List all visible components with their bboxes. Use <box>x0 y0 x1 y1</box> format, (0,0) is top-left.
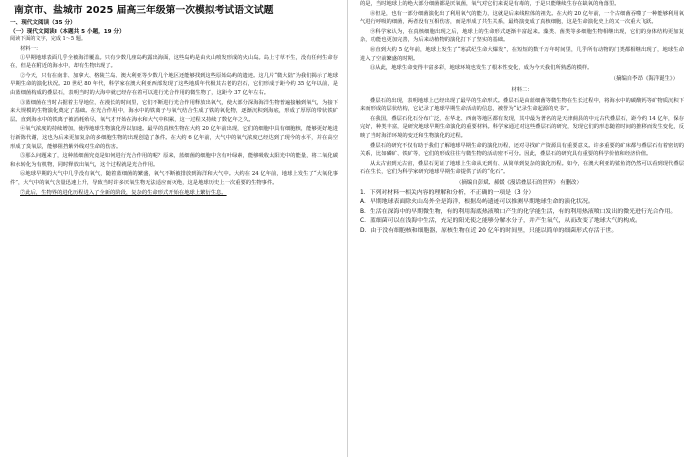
paragraph: ⑨科学家认为，在真核细胞出现之后，地球上的生命形式逐渐丰富起来。藻类、菌类等多细胞生物相继出现，它们的身体结构更加复杂，功能也更加完善，为后来动植物的演化打下了坚实的基础。 <box>360 28 684 44</box>
paragraph-continued: 的是，当时地球上的绝大部分细菌都是厌氧菌，氧气对它们来说是有毒的，于是只能继续生存在缺氧的角落里。 <box>360 1 620 7</box>
section-heading: 一、现代文阅读（35 分） <box>10 20 76 26</box>
paragraph: ①早期地球表面几乎全被海洋覆盖。只有少数几座岛屿露出海面，这些岛屿是由火山喷发形成的火山岛。岛上寸草不生，没有任何生命存在，但是在附近的海水中，却有生物出现了。 <box>10 54 338 70</box>
source-citation: （摘编自李昂《海洋诞生》） <box>610 75 678 82</box>
exam-title: 南京市、盐城市 2025 届高三年级第一次模拟考试语文试题 <box>14 5 274 16</box>
source-citation: （摘编自彭斌、郝媛《漫话叠层石的世界》 有删改） <box>456 179 582 186</box>
answer-option-d: D．由于没有细胞核和细胞器，原核生物在近 20 亿年的时间里，只能以简单的细菌形式存活于世。 <box>360 228 618 235</box>
right-column <box>350 0 692 457</box>
paragraph: ③蓝细菌在当时占据着主导地位，在漫长的时间里，它们不断进行光合作用释放出氧气，使大部分深海海洋生物普遍接触到氧气，为接下来大规模的生物演化奠定了基础。在光合作用中，海水中的铁离子与氧气结合生成了铁的氧化物，逐渐沉积到海底，形成了厚厚的带状铁矿层。直到海水中的铁离子被消耗殆尽，氧气才开始在海水和大气中积累，这一过程又持续了数亿年之久。 <box>10 99 338 123</box>
answer-option-c: C．蓝细菌可以在浅海中生活，充足的阳光使之能够分解水分子，并产生氧气，从而改变了地球大气的构成。 <box>360 218 641 225</box>
material-two-label: 材料二： <box>511 86 533 93</box>
paragraph: 在我国，叠层石化石分布广泛，在华北、西南等地区都有发现，其中最为著名的是天津蓟县的中元古代叠层石，距今约 14 亿年，保存完好，种类丰富，是研究地球早期生命演化的重要材料。科学家通过对这些叠层石的研究，发现它们的形态随着时间的推移而发生变化，反映了当时海洋环境的变迁和生物演化的过程。 <box>360 115 684 139</box>
answer-option-b: B．生活在深海中的早期微生物，有的利用海底热液喷口产生的化学能生活，有的利用热液喷口发出的微光进行光合作用。 <box>360 208 677 215</box>
material-one-label: 材料一： <box>20 45 42 52</box>
answer-option-a: A．早期地球表面除火山岛外全是海洋，根据岛屿遗迹可以推测早期地球生命的演化状况。 <box>360 199 594 206</box>
reading-instruction: 阅读下面的文字，完成 1～5 题。 <box>10 36 86 42</box>
paragraph: ④氧气浓度的持续增加，使得地球生物演化得以加速。最早的真核生物在大约 20 亿年前出现，它们的细胞中具有细胞核，能够更好地进行新陈代谢，这也为后来更加复杂的多细胞生物的出现创造了条件。在大约 6 亿年前，大气中的氧气浓度已经达到了现今的水平，并在高空形成了臭氧层，能够阻挡紫外线对生命的伤害。 <box>10 126 338 150</box>
paragraph: 叠层石的出现，表明地球上已经出现了最早的生命形式。叠层石是由蓝细菌等微生物在生长过程中，将海水中的碳酸钙等矿物质沉积下来而形成的层状结构，它记录了地球早期生命活动的信息，被誉为“记录生命起源的史书”。 <box>360 97 684 113</box>
column-divider <box>347 0 348 457</box>
paragraph: ⑤那么问题来了，这种蓝细菌究竟是如何进行光合作用的呢？原来，蓝细菌的细胞中含有叶绿素，能够吸收太阳光中的能量，将二氧化碳和水转化为有机物，同时释放出氧气，这个过程就是光合作用。 <box>10 153 338 168</box>
paragraph: ⑪从此，地球生命变得丰富多彩，地球环境也发生了根本性变化，成为今天我们所熟悉的模样。 <box>370 65 593 72</box>
paragraph: 叠层石的研究不仅有助于我们了解地球早期生命的演化历程，还对寻找矿产资源具有重要意义。许多重要的矿床都与叠层石有着密切的关系，比如磷矿、铁矿等，它们的形成往往与微生物的活动密不可分。因此，叠层石的研究具有重要的科学价值和经济价值。 <box>360 142 684 158</box>
paragraph: ⑩直到大约 5 亿年前，地球上发生了“寒武纪生命大爆发”，在短短的数千万年时间里，几乎所有动物的门类都相继出现了，地球生命进入了空前繁盛的时期。 <box>360 46 684 62</box>
paragraph: ⑦此后，生物界的进化历程进入了全新的阶段，复杂的生命形式开始在地球上繁衍生息。 <box>20 189 227 196</box>
paragraph: 从太古宙到元古宙，叠层石见证了地球上生命从无到有、从简单到复杂的演化历程。如今，在澳大利亚的鲨鱼湾仍然可以看到现代叠层石在生长，它们为科学家研究地球早期生命提供了活的“化石”。 <box>360 160 684 176</box>
paragraph: ②今天，只有在南非、加拿大、格陵兰岛、澳大利亚等少数几个地区还能够找到这些原始岛屿的遗迹。这几片“微大陆”为我们揭示了地球早期生命的演化状况。20 世纪 80 年代，科学家在澳大利亚西部发现了这些地质年代极其古老的岩石，它们形成于距今约 35 亿年以前，是由蓝细菌构成的叠层石，表明当时的大海中就已经存在着可以进行光合作用的微生物了，这距今 37 亿年左右。 <box>10 72 338 96</box>
paragraph: ⑥地球早期的大气中几乎没有氧气，随着蓝细菌的繁盛，氧气不断被排放到海洋和大气中。大约在 24 亿年前，地球上发生了“大氧化事件”，大气中的氧气含量迅速上升，导致当时许多厌氧生物无法适应而灭绝，这是地球历史上一次重要的生物事件。 <box>10 171 338 186</box>
paragraph: ⑧但是，也有一部分细菌演化出了利用氧气的能力，这就是后来线粒体的祖先。在大约 20 亿年前，一个古细菌吞噬了一种能够利用氧气进行呼吸的细菌，两者没有互相伤害，而是形成了共生关系，最终演变成了真核细胞，这是生命演化史上的又一次重大飞跃。 <box>360 10 684 26</box>
subsection-heading: （一）现代文阅读Ⅰ（本题共 5 小题，19 分） <box>10 29 125 35</box>
question-stem: 1．下列对材料一相关内容的理解和分析，不正确的一项是（3 分） <box>360 189 535 196</box>
